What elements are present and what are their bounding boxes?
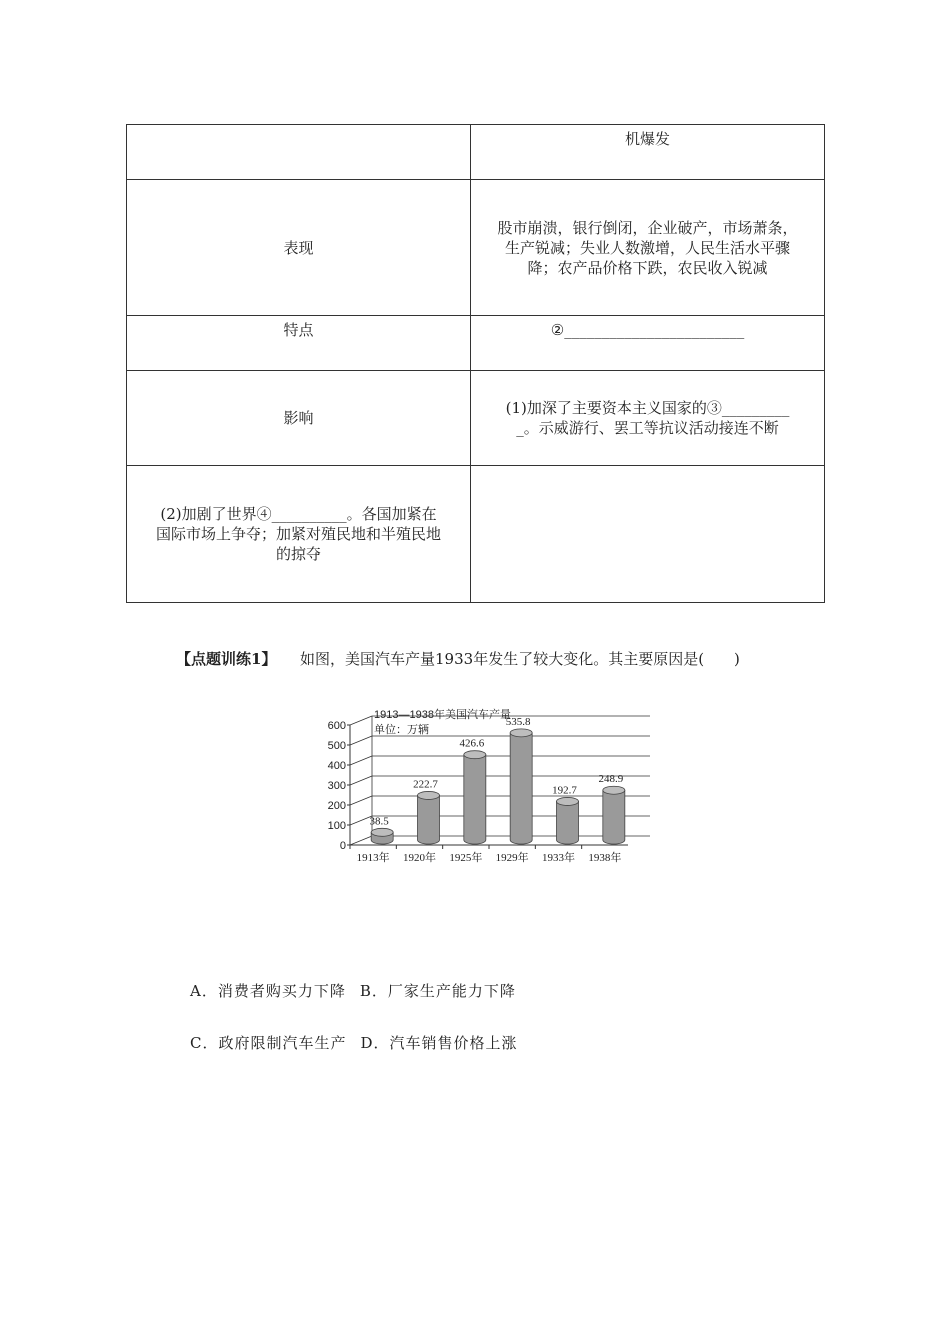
- bar-value-label: 426.6: [459, 737, 485, 750]
- bar: [371, 828, 393, 844]
- grid-diag: [350, 836, 372, 845]
- option-c[interactable]: C．政府限制汽车生产: [190, 1034, 347, 1052]
- bar-value-label: 192.7: [552, 784, 577, 797]
- options-row-2: [190, 1032, 518, 1053]
- row4-left: 影响: [127, 371, 471, 466]
- y-tick-label: 200: [327, 800, 346, 812]
- row4-line2: _。示威游行、罢工等抗议活动接连不断: [516, 419, 779, 437]
- x-tick-label: 1929年: [495, 852, 529, 864]
- row2-left: 表现: [127, 180, 471, 316]
- options-row-1: [190, 980, 516, 1001]
- option-a[interactable]: A．消费者购买力下降: [190, 982, 346, 1000]
- row5-line1: (2)加剧了世界④__________。各国加紧在: [160, 505, 437, 523]
- option-b[interactable]: B．厂家生产能力下降: [359, 982, 516, 1000]
- y-tick-label: 100: [327, 820, 346, 832]
- chart-subtitle: 单位：万辆: [374, 724, 429, 736]
- x-tick-label: 1913年: [356, 852, 390, 864]
- y-tick-label: 0: [339, 840, 346, 852]
- bar-value-label: 535.8: [505, 715, 531, 728]
- car-production-chart: [327, 700, 660, 870]
- row2-right: [471, 180, 825, 316]
- grid-diag: [350, 736, 372, 745]
- grid-diag: [350, 716, 372, 725]
- row5-line3: 的掠夺: [275, 545, 321, 563]
- bar: [603, 786, 625, 844]
- x-tick-label: 1925年: [449, 852, 483, 864]
- chart-title: 1913—1938年美国汽车产量: [374, 709, 511, 721]
- bar-value-label: 248.9: [598, 773, 624, 786]
- x-tick-label: 1920年: [403, 852, 436, 864]
- question: [176, 648, 740, 669]
- grid-diag: [350, 796, 372, 805]
- row2-line3: 降；农产品价格下跌，农民收入锐减: [527, 258, 768, 277]
- bar: [464, 751, 486, 844]
- row1-left: [127, 125, 471, 180]
- y-tick-label: 600: [327, 720, 346, 732]
- x-tick-label: 1938年: [588, 852, 622, 864]
- row4-line1: (1)加深了主要资本主义国家的③_________: [505, 399, 790, 417]
- row4-right: [471, 371, 825, 466]
- question-text: 如图，美国汽车产量1933年发生了较大变化。其主要原因是( ): [300, 650, 740, 668]
- bar: [557, 797, 579, 844]
- x-tick-label: 1933年: [542, 852, 575, 864]
- grid-diag: [350, 756, 372, 765]
- y-tick-label: 300: [327, 780, 346, 792]
- bar-value-label: 38.5: [369, 815, 389, 828]
- bar: [510, 729, 532, 844]
- info-table: [126, 124, 825, 603]
- row1-right: 机爆发: [471, 125, 825, 180]
- bar: [418, 791, 440, 844]
- question-tag: 【点题训练1】: [176, 650, 277, 668]
- row5-left: [127, 466, 471, 603]
- row5-line2: 国际市场上争夺；加紧对殖民地和半殖民地: [155, 525, 441, 543]
- row3-right: ②________________________: [471, 316, 825, 371]
- y-tick-label: 500: [327, 740, 346, 752]
- row2-line2: 生产锐减；失业人数激增，人民生活水平骤: [504, 238, 790, 257]
- bar-value-label: 222.7: [413, 778, 438, 791]
- y-tick-label: 400: [327, 760, 346, 772]
- row3-left: 特点: [127, 316, 471, 371]
- grid-diag: [350, 776, 372, 785]
- row5-right: [471, 466, 825, 603]
- option-d[interactable]: D．汽车销售价格上涨: [360, 1034, 518, 1052]
- row2-line1: 股市崩溃，银行倒闭，企业破产，市场萧条，: [497, 218, 798, 237]
